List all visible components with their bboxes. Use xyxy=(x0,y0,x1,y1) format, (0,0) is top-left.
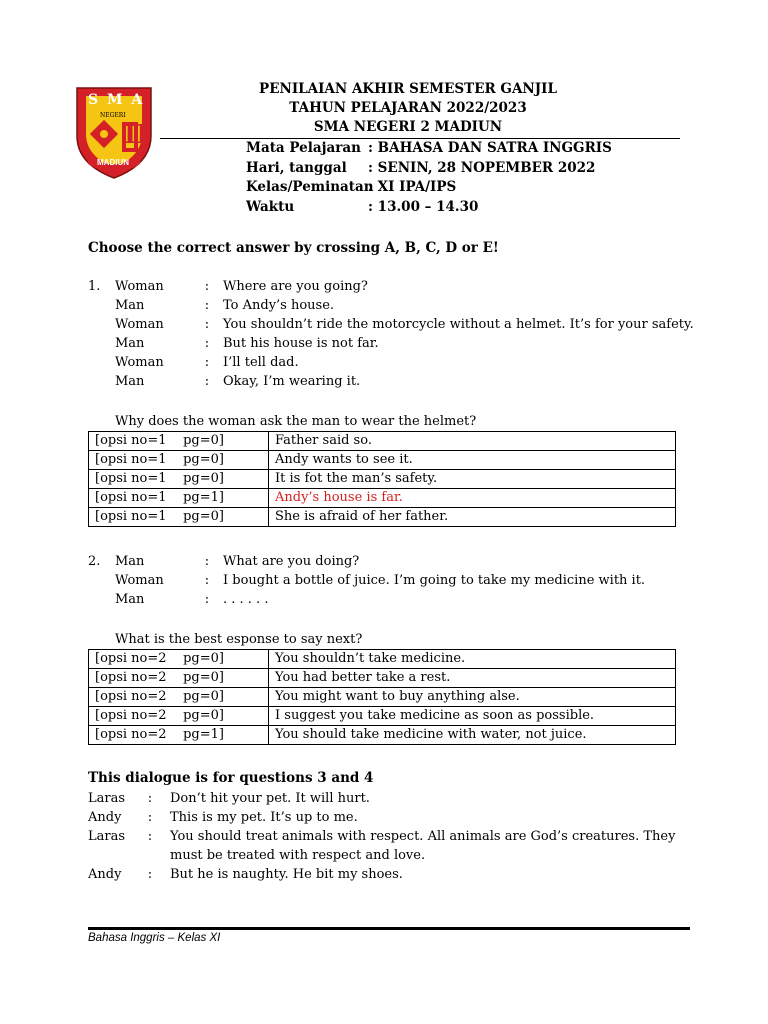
school-name: SMA NEGERI 2 MADIUN xyxy=(313,119,503,135)
colon: : xyxy=(204,573,210,588)
option-code: [opsi no=2 pg=0] xyxy=(89,669,269,688)
info-value: : 13.00 – 14.30 xyxy=(368,198,479,215)
option-row[interactable] xyxy=(89,470,676,489)
speaker: Woman xyxy=(115,355,164,370)
q34-dialogue-line xyxy=(88,865,403,884)
info-value: : BAHASA DAN SATRA INGGRIS xyxy=(368,140,612,156)
option-text: You had better take a rest. xyxy=(269,669,676,688)
speaker: Man xyxy=(115,554,145,569)
option-row[interactable] xyxy=(89,726,676,745)
logo-middle-text: NEGERI xyxy=(100,112,126,119)
utterance: You shouldn’t ride the motorcycle without a helmet. It’s for your safety. xyxy=(223,317,694,332)
colon: : xyxy=(204,279,210,294)
option-text: I suggest you take medicine as soon as possible. xyxy=(269,707,676,726)
utterance: To Andy’s house. xyxy=(223,298,335,313)
option-code: [opsi no=2 pg=0] xyxy=(89,707,269,726)
info-subject xyxy=(246,139,612,159)
colon: : xyxy=(147,829,153,844)
option-text: You should take medicine with water, not juice. xyxy=(269,726,676,745)
info-value: : XI IPA/IPS xyxy=(368,179,457,195)
speaker: Man xyxy=(115,298,145,313)
info-key: Kelas/Peminatan xyxy=(246,179,374,195)
q34-dialogue-line xyxy=(170,846,425,865)
utterance: . . . . . . xyxy=(223,592,269,607)
q34-dialogue-line xyxy=(88,808,358,827)
q1-dialogue-line xyxy=(115,334,379,353)
option-text: Father said so. xyxy=(269,432,676,451)
q1-dialogue-line xyxy=(115,315,694,334)
q1-options-table xyxy=(88,431,676,527)
utterance: Don’t hit your pet. It will hurt. xyxy=(170,791,370,806)
academic-year: TAHUN PELAJARAN 2022/2023 xyxy=(289,100,527,116)
colon: : xyxy=(204,317,210,332)
option-row[interactable] xyxy=(89,650,676,669)
q2-options-table xyxy=(88,649,676,745)
option-code: [opsi no=1 pg=0] xyxy=(89,451,269,470)
colon: : xyxy=(204,592,210,607)
q1-dialogue-line xyxy=(88,277,368,296)
info-key: Mata Pelajaran xyxy=(246,140,361,156)
logo-bottom-text: MADIUN xyxy=(97,158,129,167)
speaker: Man xyxy=(115,592,145,607)
info-time xyxy=(246,198,478,218)
option-code: [opsi no=2 pg=1] xyxy=(89,726,269,745)
q2-dialogue-line xyxy=(115,571,645,590)
option-text: Andy wants to see it. xyxy=(269,451,676,470)
utterance: must be treated with respect and love. xyxy=(170,848,426,863)
option-text: She is afraid of her father. xyxy=(269,508,676,527)
speaker: Andy xyxy=(88,810,122,825)
info-value: : SENIN, 28 NOPEMBER 2022 xyxy=(368,159,596,176)
utterance: I bought a bottle of juice. I’m going to take my medicine with it. xyxy=(223,573,646,588)
option-row[interactable] xyxy=(89,489,676,508)
colon: : xyxy=(147,791,153,806)
colon: : xyxy=(204,298,210,313)
logo-top-text: S M A xyxy=(88,92,145,108)
utterance: Where are you going? xyxy=(223,279,368,294)
logo-roman-text: II xyxy=(124,120,149,150)
exam-title: PENILAIAN AKHIR SEMESTER GANJIL xyxy=(259,81,557,97)
question-number: 2. xyxy=(88,554,101,569)
colon: : xyxy=(147,810,153,825)
footer-text: Bahasa Inggris – Kelas XI xyxy=(88,932,221,944)
info-key: Hari, tanggal xyxy=(246,159,347,176)
q1-dialogue-line xyxy=(115,296,334,315)
q2-dialogue-line xyxy=(88,552,359,571)
speaker: Andy xyxy=(88,867,122,882)
option-row[interactable] xyxy=(89,508,676,527)
utterance: Okay, I’m wearing it. xyxy=(223,374,361,389)
colon: : xyxy=(204,355,210,370)
question-number: 1. xyxy=(88,279,101,294)
option-code: [opsi no=1 pg=0] xyxy=(89,508,269,527)
option-text: You shouldn’t take medicine. xyxy=(269,650,676,669)
footer-divider xyxy=(88,927,690,930)
utterance: This is my pet. It’s up to me. xyxy=(170,810,358,825)
utterance: But his house is not far. xyxy=(223,336,379,351)
option-text-highlighted: Andy’s house is far. xyxy=(269,489,676,508)
speaker: Woman xyxy=(115,573,164,588)
q34-heading: This dialogue is for questions 3 and 4 xyxy=(88,770,374,786)
q1-question: Why does the woman ask the man to wear the helmet? xyxy=(115,414,477,429)
option-code: [opsi no=1 pg=0] xyxy=(89,470,269,489)
utterance: You should treat animals with respect. All animals are God’s creatures. They xyxy=(170,829,676,844)
option-row[interactable] xyxy=(89,432,676,451)
option-row[interactable] xyxy=(89,707,676,726)
speaker: Man xyxy=(115,374,145,389)
option-text: You might want to buy anything alse. xyxy=(269,688,676,707)
instruction: Choose the correct answer by crossing A, B, C, D or E! xyxy=(88,240,499,256)
speaker: Woman xyxy=(115,279,164,294)
speaker: Laras xyxy=(88,791,126,806)
utterance: I’ll tell dad. xyxy=(223,355,299,370)
option-row[interactable] xyxy=(89,669,676,688)
utterance: What are you doing? xyxy=(223,554,360,569)
q34-dialogue-line xyxy=(88,789,370,808)
speaker: Man xyxy=(115,336,145,351)
option-code: [opsi no=1 pg=0] xyxy=(89,432,269,451)
info-key: Waktu xyxy=(246,198,295,215)
option-row[interactable] xyxy=(89,688,676,707)
colon: : xyxy=(204,554,210,569)
info-date xyxy=(246,159,595,179)
q2-question: What is the best esponse to say next? xyxy=(115,632,363,647)
q1-dialogue-line xyxy=(115,372,360,391)
q1-dialogue-line xyxy=(115,353,299,372)
option-code: [opsi no=2 pg=0] xyxy=(89,688,269,707)
q2-dialogue-line xyxy=(115,590,268,609)
option-code: [opsi no=2 pg=0] xyxy=(89,650,269,669)
speaker: Woman xyxy=(115,317,164,332)
info-class xyxy=(246,178,456,198)
colon: : xyxy=(147,867,153,882)
speaker: Laras xyxy=(88,829,126,844)
utterance: But he is naughty. He bit my shoes. xyxy=(170,867,403,882)
colon: : xyxy=(204,336,210,351)
colon: : xyxy=(204,374,210,389)
q34-dialogue-line xyxy=(88,827,675,846)
option-code: [opsi no=1 pg=1] xyxy=(89,489,269,508)
option-text: It is fot the man’s safety. xyxy=(269,470,676,489)
option-row[interactable] xyxy=(89,451,676,470)
